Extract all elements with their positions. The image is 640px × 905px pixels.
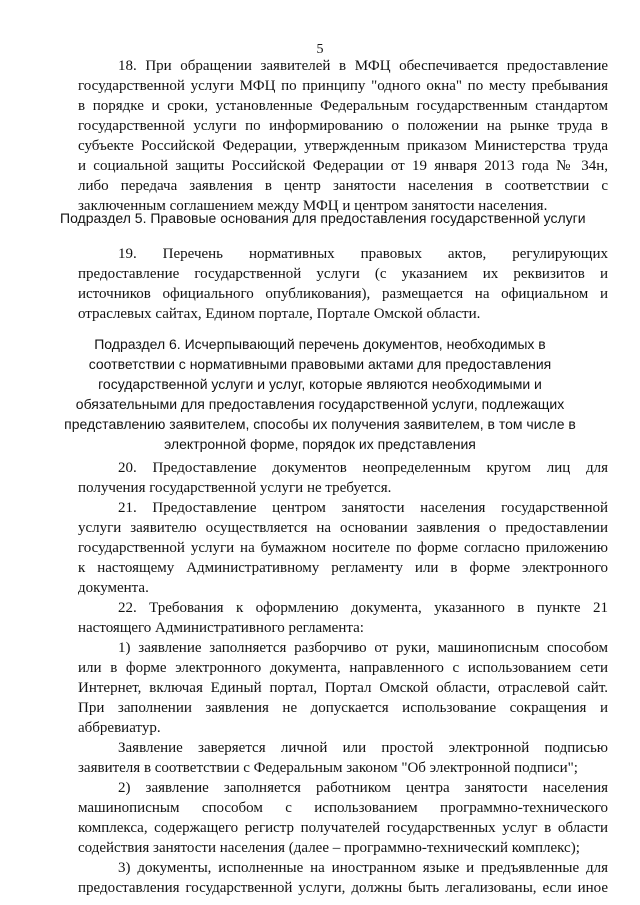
section-heading-line: обязательными для предоставления государственной услуги, подлежащих [75,396,565,412]
paragraph-line: государственной услуги на бумажном носителе по форме согласно приложению [78,540,608,556]
paragraph-line: документа. [78,580,149,596]
paragraph-line: заключенным соглашением между МФЦ и центром занятости населения. [78,198,548,214]
section-heading-line: соответствии с нормативными правовыми актами для предоставления [88,356,552,372]
paragraph-line: 19. Перечень нормативных правовых актов, регулирующих [118,246,608,262]
paragraph-line: 22. Требования к оформлению документа, указанного в пункте 21 [118,600,608,616]
paragraph-line: 3) документы, исполненные на иностранном языке и предъявленные для [118,860,608,876]
paragraph-line: или в форме электронного документа, направленного с использованием сети [78,660,608,676]
paragraph-line: субъекте Российской Федерации, утвержденным приказом Министерства труда [78,138,608,154]
section-heading-line: государственной услуги и услуг, которые являются необходимыми и [98,376,542,392]
paragraph-line: предоставления государственной услуги, должны быть легализованы, если иное [78,880,608,896]
paragraph-line: аббревиатур. [78,720,161,736]
paragraph-line: в порядке и сроки, установленные Федеральным государственным стандартом [78,98,608,114]
section-heading-line: Подраздел 6. Исчерпывающий перечень документов, необходимых в [94,336,546,352]
paragraph-line: 21. Предоставление центром занятости населения государственной [118,500,608,516]
paragraph-line: настоящего Административного регламента: [78,620,364,636]
section-heading-line: Подраздел 5. Правовые основания для предоставления государственной услуги [60,210,586,226]
paragraph-line: Интернет, включая Единый портал, Портал Омской области, отраслевой сайт. [78,680,608,696]
paragraph-line: предоставление государственной услуги (с указанием их реквизитов и [78,266,608,282]
paragraph-line: заявителя в соответствии с Федеральным законом "Об электронной подписи"; [78,760,578,776]
paragraph-line: комплекса, содержащего регистр получателей государственных услуг в области [78,820,608,836]
paragraph-line: 18. При обращении заявителей в МФЦ обеспечивается предоставление [118,58,608,74]
paragraph-line: к настоящему Административному регламенту или в форме электронного [78,560,608,576]
paragraph-line: государственной услуги по информированию о положении на рынке труда в [78,118,608,134]
section-heading-line: представлению заявителем, способы их получения заявителем, в том числе в [64,416,576,432]
page-number: 5 [316,42,324,57]
paragraph-line: 20. Предоставление документов неопределенным кругом лиц для [118,460,608,476]
paragraph-line: 1) заявление заполняется разборчиво от руки, машинописным способом [118,640,608,656]
paragraph-line: и социальной защиты Российской Федерации от 19 января 2013 года № 34н, [78,158,608,174]
paragraph-line: получения государственной услуги не требуется. [78,480,392,496]
paragraph-line: При заполнении заявления не допускается использование сокращения и [78,700,608,716]
paragraph-line: государственной услуги МФЦ по принципу "одного окна" по месту пребывания [78,78,608,94]
paragraph-line: содействия занятости населения (далее – программно-технический комплекс); [78,840,580,856]
paragraph-line: 2) заявление заполняется работником центра занятости населения [118,780,608,796]
paragraph-line: машинописным способом с использованием программно-технического [78,800,608,816]
paragraph-line: услуги заявителю осуществляется на основании заявления о предоставлении [78,520,608,536]
paragraph-line: источников официального опубликования), размещается на официальном и [78,286,608,302]
paragraph-line: Заявление заверяется личной или простой электронной подписью [118,740,608,756]
section-heading-line: электронной форме, порядок их представления [164,436,476,452]
paragraph-line: отраслевых сайтах, Едином портале, Портале Омской области. [78,306,481,322]
paragraph-line: либо передача заявления в центр занятости населения в соответствии с [78,178,608,194]
